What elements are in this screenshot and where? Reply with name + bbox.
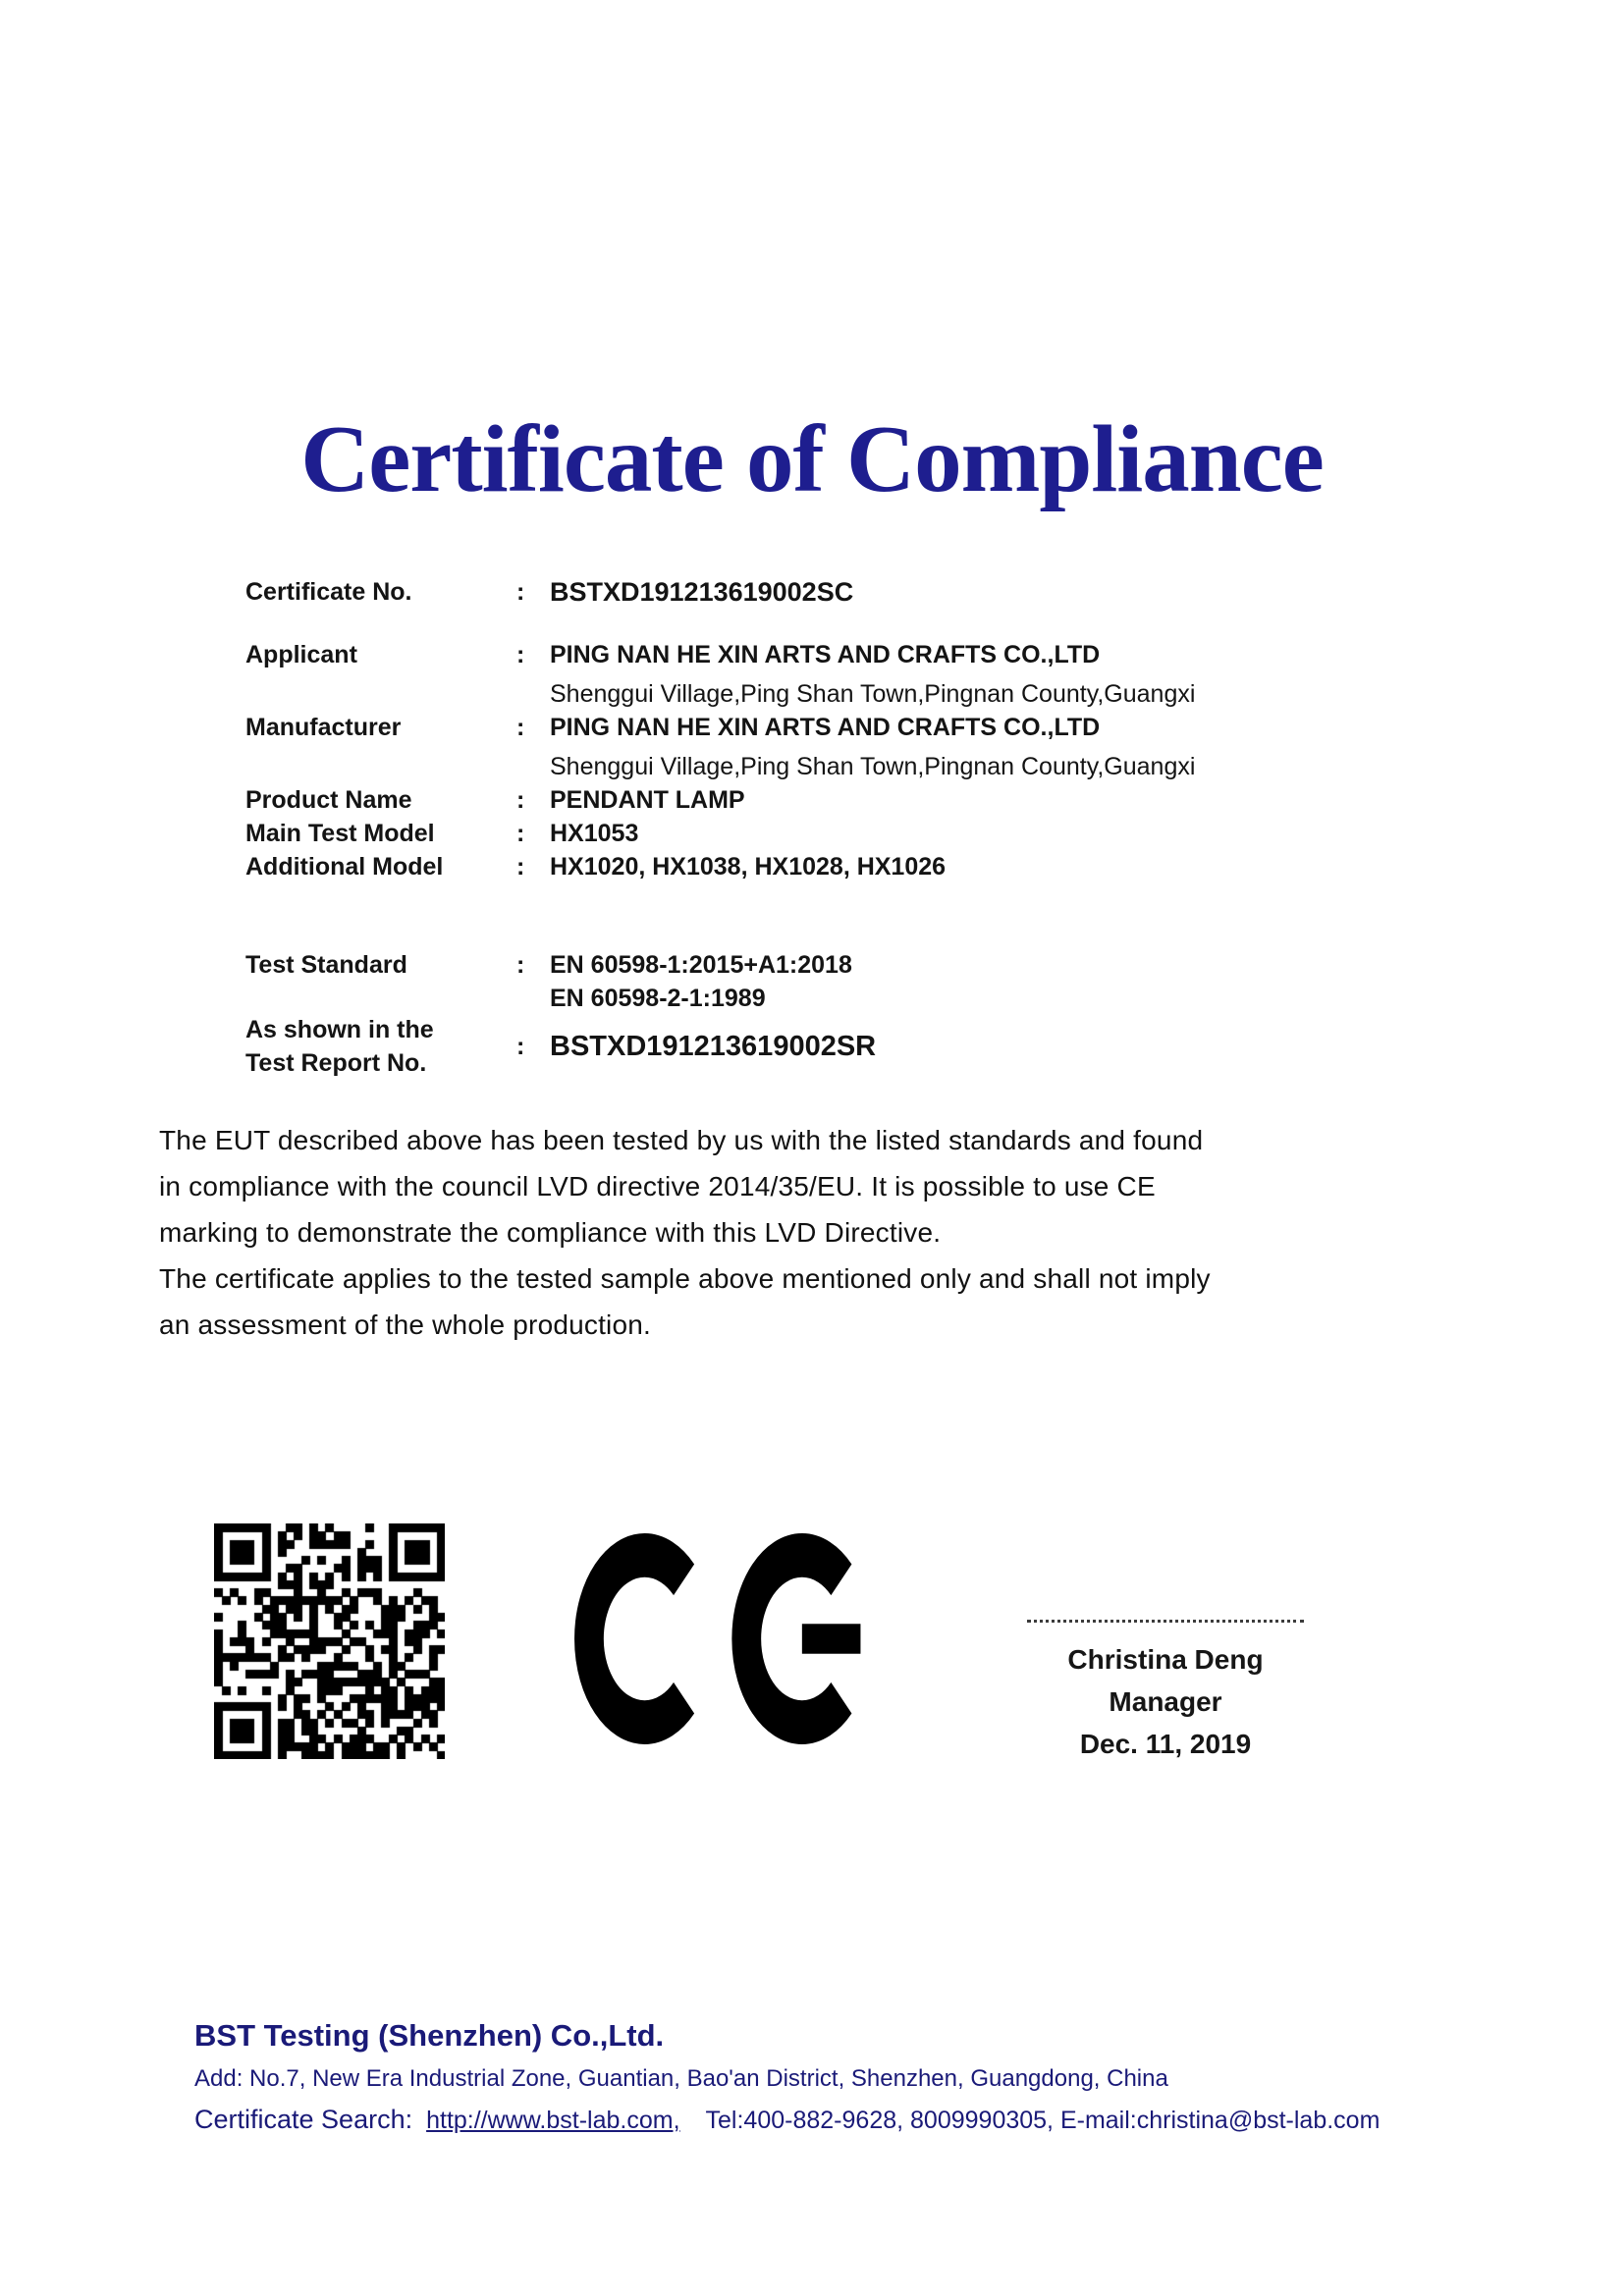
main-test-model: HX1053 bbox=[550, 820, 639, 847]
detail-row-certificate-no bbox=[245, 575, 853, 609]
footer-contact-line bbox=[194, 2105, 1380, 2135]
statement-line: in compliance with the council LVD directive 2014/35/EU. It is possible to use CE bbox=[159, 1171, 1156, 1201]
detail-row-manufacturer bbox=[245, 711, 1100, 744]
test-standards bbox=[550, 948, 852, 1015]
statement-line: The EUT described above has been tested by us with the listed standards and found bbox=[159, 1125, 1204, 1155]
manufacturer-name: PING NAN HE XIN ARTS AND CRAFTS CO.,LTD bbox=[550, 714, 1101, 741]
detail-row-applicant bbox=[245, 638, 1100, 671]
qr-code bbox=[214, 1523, 445, 1759]
test-standard-line1: EN 60598-1:2015+A1:2018 bbox=[550, 951, 852, 979]
signature-dotted-line bbox=[1027, 1620, 1304, 1623]
certificate-search-label: Certificate Search: bbox=[194, 2105, 413, 2134]
detail-label: Product Name bbox=[245, 786, 412, 814]
additional-models: HX1020, HX1038, HX1028, HX1026 bbox=[550, 853, 947, 881]
applicant-name: PING NAN HE XIN ARTS AND CRAFTS CO.,LTD bbox=[550, 641, 1101, 668]
colon-separator: : bbox=[516, 786, 525, 814]
detail-label-line1: As shown in the bbox=[245, 1016, 434, 1043]
signer-role: Manager bbox=[1109, 1686, 1222, 1717]
test-report-number: BSTXD191213619002SR bbox=[550, 1031, 877, 1062]
detail-label: Applicant bbox=[245, 641, 357, 668]
signer-name: Christina Deng bbox=[1067, 1644, 1264, 1675]
qr-code-image bbox=[214, 1523, 445, 1759]
detail-row-main-test-model bbox=[245, 817, 638, 850]
lab-company-name: BST Testing (Shenzhen) Co.,Ltd. bbox=[194, 2018, 665, 2053]
statement-line: an assessment of the whole production. bbox=[159, 1309, 652, 1340]
lab-address: Add: No.7, New Era Industrial Zone, Guantian, Bao'an District, Shenzhen, Guangdong, China bbox=[194, 2065, 1168, 2092]
statement-line: marking to demonstrate the compliance with this LVD Directive. bbox=[159, 1217, 942, 1248]
certificate-search-link[interactable]: http://www.bst-lab.com, bbox=[426, 2107, 680, 2134]
signature-block bbox=[1021, 1620, 1310, 1765]
detail-label-line2: Test Report No. bbox=[245, 1049, 427, 1077]
colon-separator: : bbox=[516, 820, 525, 847]
detail-row-product-name bbox=[245, 783, 745, 817]
colon-separator: : bbox=[516, 578, 525, 606]
statement-paragraph bbox=[159, 1117, 1211, 1348]
statement-line: The certificate applies to the tested sample above mentioned only and shall not imply bbox=[159, 1263, 1211, 1294]
colon-separator: : bbox=[516, 1033, 525, 1060]
product-name: PENDANT LAMP bbox=[550, 786, 745, 814]
colon-separator: : bbox=[516, 714, 525, 741]
detail-label bbox=[245, 1013, 516, 1080]
manufacturer-address: Shenggui Village,Ping Shan Town,Pingnan County,Guangxi bbox=[550, 753, 1196, 780]
ce-mark-icon bbox=[574, 1533, 867, 1744]
colon-separator: : bbox=[516, 951, 525, 979]
lab-contact-info: Tel:400-882-9628, 8009990305, E-mail:christina@bst-lab.com bbox=[705, 2107, 1380, 2134]
certificate-number: BSTXD191213619002SC bbox=[550, 577, 854, 607]
detail-label: Manufacturer bbox=[245, 714, 402, 741]
applicant-address: Shenggui Village,Ping Shan Town,Pingnan County,Guangxi bbox=[550, 680, 1196, 708]
detail-row-test-report-no bbox=[245, 1013, 876, 1080]
detail-label: Test Standard bbox=[245, 951, 407, 979]
signature-date: Dec. 11, 2019 bbox=[1079, 1729, 1252, 1759]
detail-row-additional-model bbox=[245, 850, 946, 883]
detail-label: Additional Model bbox=[245, 853, 444, 881]
colon-separator: : bbox=[516, 853, 525, 881]
detail-label: Main Test Model bbox=[245, 820, 435, 847]
ce-mark-svg bbox=[574, 1533, 867, 1744]
colon-separator: : bbox=[516, 641, 525, 668]
detail-label: Certificate No. bbox=[245, 578, 412, 606]
detail-row-test-standard bbox=[245, 948, 852, 1015]
test-standard-line2: EN 60598-2-1:1989 bbox=[550, 985, 766, 1012]
page-title: Certificate of Compliance bbox=[300, 406, 1324, 511]
